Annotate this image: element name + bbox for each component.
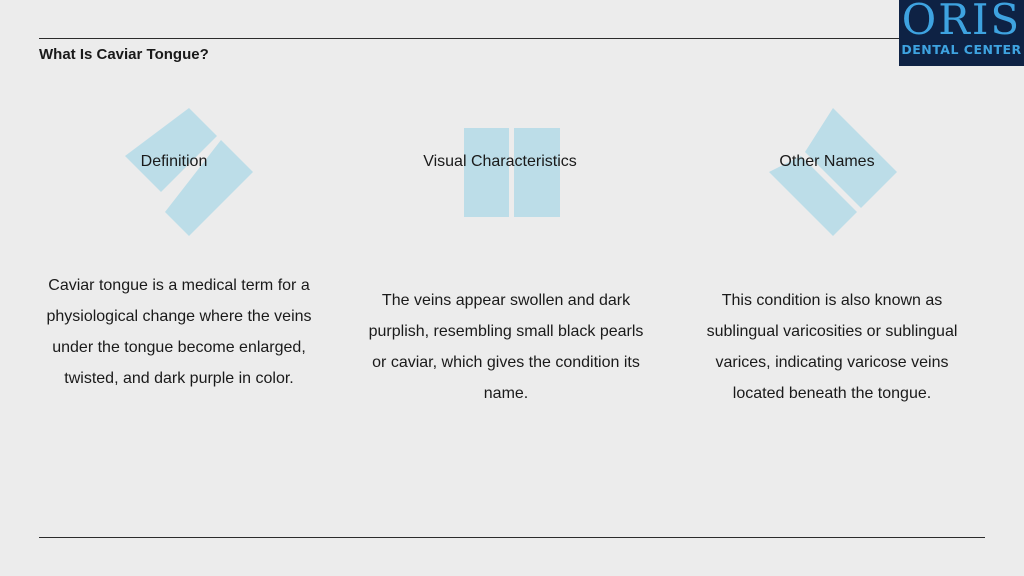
logo-wordmark: ORIS <box>901 0 1022 44</box>
oris-logo <box>899 0 1024 66</box>
logo-subtitle: DENTAL CENTER <box>901 42 1022 57</box>
page-title: What Is Caviar Tongue? <box>39 46 209 63</box>
split-diamond-icon <box>124 107 254 237</box>
split-square-icon <box>464 128 560 217</box>
definition-text: Caviar tongue is a medical term for a physiological change where the veins under the tongue become enlarged, twisted, and dark purple in color. <box>46 277 312 387</box>
other-names-text: This condition is also known as sublingual varicosities or sublingual varices, indicating varicose veins located beneath the tongue. <box>706 292 958 402</box>
column-label-definition: Definition <box>140 153 208 170</box>
column-label-other-names: Other Names <box>779 153 875 170</box>
bottom-divider <box>39 537 985 538</box>
column-label-visual-characteristics: Visual Characteristics <box>423 153 577 170</box>
visual-characteristics-text: The veins appear swollen and dark purplish, resembling small black pearls or caviar, which gives the condition its name. <box>368 292 644 402</box>
split-diamond-icon <box>768 107 898 237</box>
top-divider <box>39 38 899 39</box>
